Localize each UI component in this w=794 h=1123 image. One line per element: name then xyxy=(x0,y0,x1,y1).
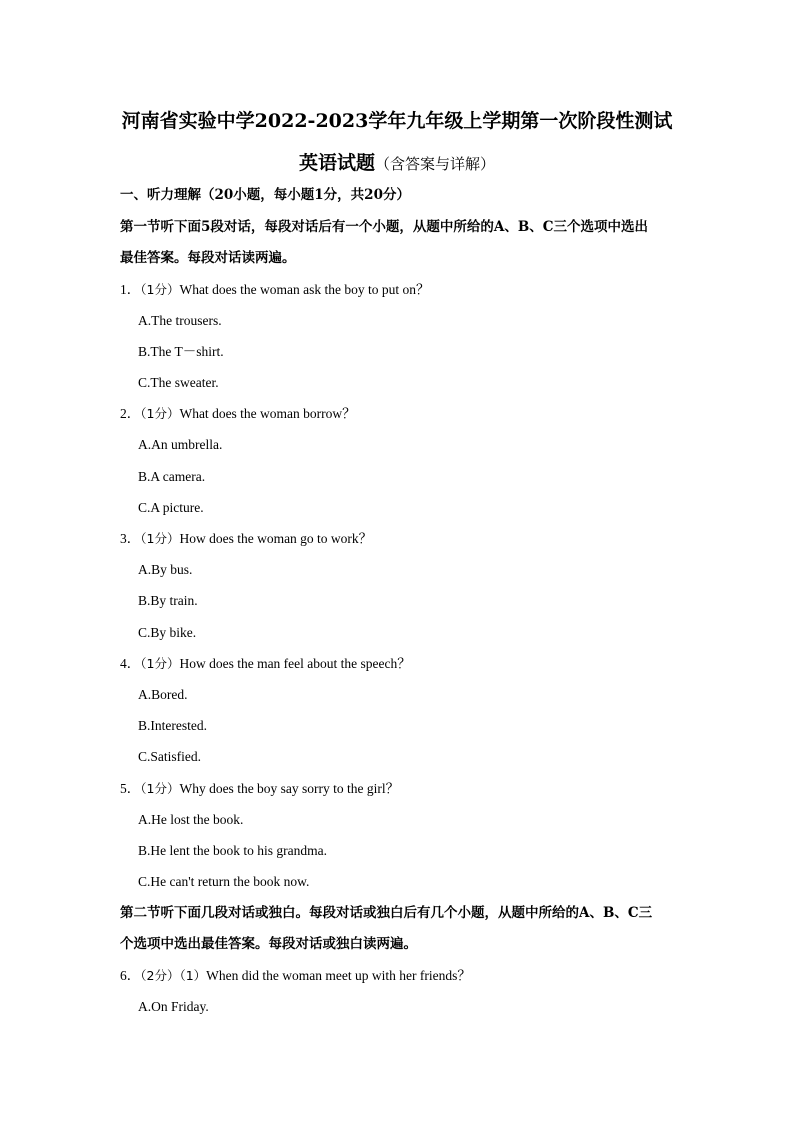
option-4b: B.Interested. xyxy=(138,718,207,733)
question-text: Why does the boy say sorry to the girl？ xyxy=(179,781,400,796)
question-text: How does the man feel about the speech？ xyxy=(179,656,411,671)
option-1b: B.The T－shirt. xyxy=(138,344,224,359)
question-number: 1． xyxy=(120,282,141,297)
option-5c: C.He can't return the book now. xyxy=(138,874,310,889)
sub-question-number: （1） xyxy=(179,968,207,983)
question-points: （1分） xyxy=(140,781,180,796)
question-points: （2分） xyxy=(140,968,180,983)
question-points: （1分） xyxy=(140,282,180,297)
question-5 xyxy=(120,780,399,798)
question-number: 3． xyxy=(120,531,141,546)
question-points: （1分） xyxy=(140,656,180,671)
question-3 xyxy=(120,530,372,548)
question-1 xyxy=(120,281,430,299)
question-text: How does the woman go to work？ xyxy=(179,531,373,546)
question-number: 2． xyxy=(120,406,141,421)
subtitle-note: （含答案与详解） xyxy=(375,155,496,173)
question-text: When did the woman meet up with her friends？ xyxy=(206,968,471,983)
question-number: 5． xyxy=(120,781,141,796)
question-number: 6． xyxy=(120,968,141,983)
question-4 xyxy=(120,655,411,673)
question-2 xyxy=(120,405,356,423)
option-3b: B.By train. xyxy=(138,593,198,608)
subtitle-main: 英语试题 xyxy=(298,152,375,174)
section2-instructions-line2: 个选项中选出最佳答案。每段对话或独白读两遍。 xyxy=(120,936,417,952)
option-6a: A.On Friday. xyxy=(138,999,209,1014)
option-4a: A.Bored. xyxy=(138,687,188,702)
question-text: What does the woman ask the boy to put on？ xyxy=(179,282,430,297)
section-heading: 一、听力理解（20小题，每小题1分，共20分） xyxy=(120,187,410,203)
option-2b: B.A camera. xyxy=(138,469,206,484)
option-1a: A.The trousers. xyxy=(138,313,222,328)
option-5a: A.He lost the book. xyxy=(138,812,244,827)
document-subtitle xyxy=(0,148,794,175)
option-3c: C.By bike. xyxy=(138,625,197,640)
question-points: （1分） xyxy=(140,406,180,421)
option-2c: C.A picture. xyxy=(138,500,204,515)
question-points: （1分） xyxy=(140,531,180,546)
document-title: 河南省实验中学2022-2023学年九年级上学期第一次阶段性测试 xyxy=(121,110,673,132)
question-number: 4． xyxy=(120,656,141,671)
option-5b: B.He lent the book to his grandma. xyxy=(138,843,327,858)
option-1c: C.The sweater. xyxy=(138,375,219,390)
option-2a: A.An umbrella. xyxy=(138,437,223,452)
option-4c: C.Satisfied. xyxy=(138,749,201,764)
question-text: What does the woman borrow？ xyxy=(179,406,356,421)
question-6 xyxy=(120,967,471,985)
section1-instructions-line2: 最佳答案。每段对话读两遍。 xyxy=(120,250,296,266)
option-3a: A.By bus. xyxy=(138,562,193,577)
section1-instructions-line1: 第一节听下面5段对话，每段对话后有一个小题，从题中所给的A、B、C三个选项中选出 xyxy=(120,219,649,235)
section2-instructions-line1: 第二节听下面几段对话或独白。每段对话或独白后有几个小题，从题中所给的A、B、C三 xyxy=(120,905,653,921)
